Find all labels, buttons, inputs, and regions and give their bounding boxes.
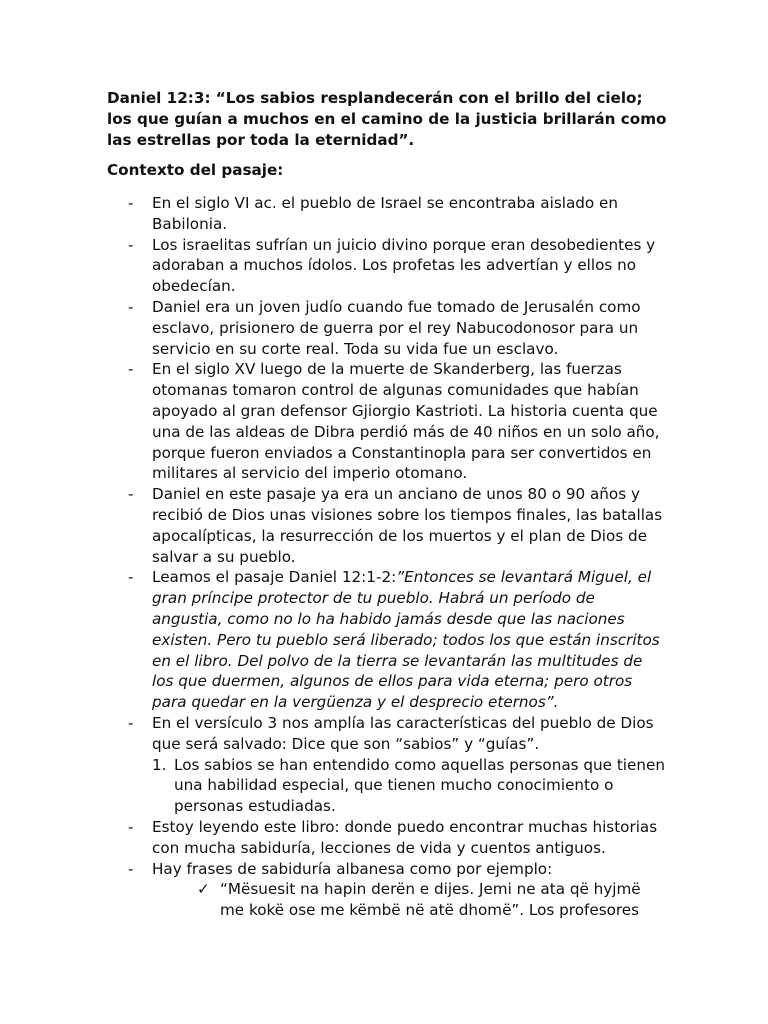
check-item: ✓ “Mësuesit na hapin derën e dijes. Jemi ne ata që hyjmë me kokë ose me këmbë në atë dhomë”. Los profesores: [197, 880, 641, 920]
list-item: - Daniel era un joven judío cuando fue tomado de Jerusalén como esclavo, prisionero de guerra por el rey Nabucodonosor para un servicio en su corte real. Toda su vida fue un esclavo.: [128, 297, 641, 358]
numbered-list: [152, 755, 668, 817]
list-item: [107, 567, 668, 713]
dash-bullet: -: [128, 235, 134, 254]
list-item: - En el siglo VI ac. el pueblo de Israel se encontraba aislado en Babilonia.: [128, 194, 618, 233]
list-item: - Estoy leyendo este libro: donde puedo encontrar muchas historias con mucha sabiduría, lecciones de vida y cuentos antiguos.: [128, 817, 658, 857]
dash-bullet: -: [128, 485, 134, 504]
dash-bullet: -: [128, 360, 134, 379]
dash-bullet: -: [128, 817, 134, 836]
list-item: - En el versículo 3 nos amplía las características del pueblo de Dios que será salvado: Dice que son “sabios” y “guías”. 1. Los sabios se han entendido como aquellas personas que tienen una habilidad especial, que tienen mucho conocimiento o personas estudiadas.: [107, 713, 668, 817]
context-list: [107, 193, 668, 921]
check-list: [152, 879, 668, 921]
dash-bullet: -: [128, 568, 134, 587]
dash-bullet: -: [128, 297, 134, 316]
list-item: - En el siglo XV luego de la muerte de Skanderberg, las fuerzas otomanas tomaron control de algunas comunidades que habían apoyado al gran defensor Gjiorgio Kastrioti. La historia cuenta que una de las aldeas de Dibra perdió más de 40 niños en un solo año, porque fueron enviados a Constantinopla para ser convertidos en militares al servicio del imperio otomano.: [128, 360, 660, 483]
dash-bullet: -: [128, 859, 134, 878]
scripture-quote: ”Entonces se levantará Miguel, el gran príncipe protector de tu pueblo. Habrá un período de angustia, como no lo ha habido jamás desde que las naciones existen. Pero tu pueblo será liberado; todos los que están inscritos en el libro. Del polvo de la tierra se levantarán las multitudes de los que duermen, algunos de ellos para vida eterna; pero otros para quedar en la vergüenza y el desprecio eternos”.: [152, 568, 660, 712]
numbered-item: 1. Los sabios se han entendido como aquellas personas que tienen una habilidad especial, que tienen mucho conocimiento o personas estudiadas.: [152, 755, 665, 816]
list-item: - Hay frases de sabiduría albanesa como por ejemplo: ✓ “Mësuesit na hapin derën e dijes. Jemi ne ata që hyjmë me kokë ose me këmbë në atë dhomë”. Los profesores: [107, 859, 668, 921]
document-title: Daniel 12:3: “Los sabios resplandecerán con el brillo del cielo; los que guían a muchos en el camino de la justicia brillarán como las estrellas por toda la eternidad”.: [107, 89, 667, 149]
context-heading: Contexto del pasaje:: [107, 161, 284, 179]
number-marker: 1.: [152, 755, 167, 774]
dash-bullet: -: [128, 713, 134, 732]
list-item: - Daniel en este pasaje ya era un anciano de unos 80 o 90 años y recibió de Dios unas visiones sobre los tiempos finales, las batallas apocalípticas, la resurrección de los muertos y el plan de Dios de salvar a su pueblo.: [128, 485, 663, 566]
list-item: - Los israelitas sufrían un juicio divino porque eran desobedientes y adoraban a muchos ídolos. Los profetas les advertían y ellos no obedecían.: [128, 235, 656, 296]
checkmark-icon: ✓: [197, 880, 210, 899]
dash-bullet: -: [128, 194, 134, 212]
quote-intro: Leamos el pasaje Daniel 12:1-2:: [152, 568, 397, 587]
